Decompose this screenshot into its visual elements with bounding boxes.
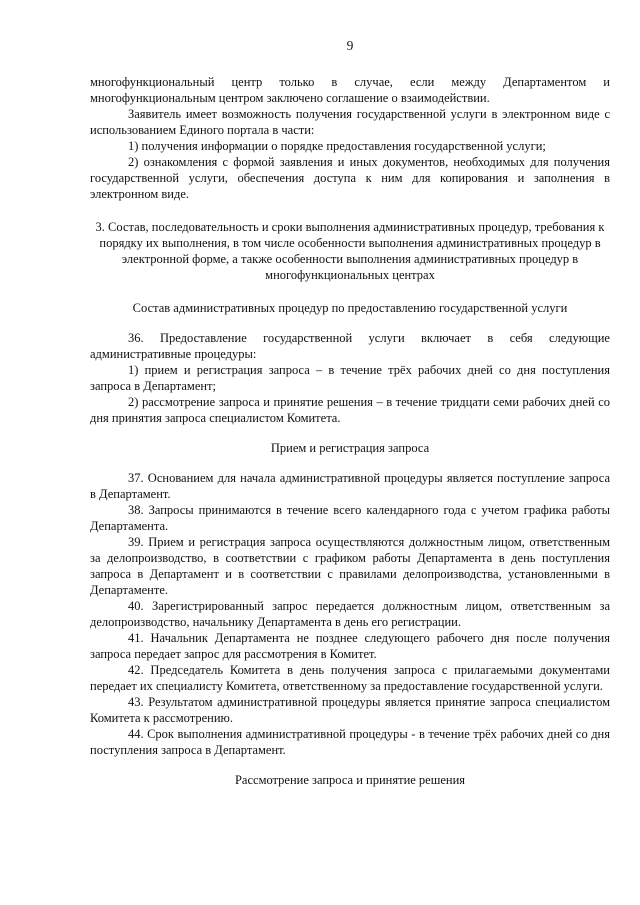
clause-list-item: 1) прием и регистрация запроса – в течение трёх рабочих дней со дня поступления запроса в Департамент; (90, 363, 610, 393)
intro-list-item: 2) ознакомления с формой заявления и иных документов, необходимых для получения государственной услуги, обеспечения доступа к ним для копирования и заполнения в электронном виде. (90, 155, 610, 201)
clause-paragraph: 44. Срок выполнения административной процедуры - в течение трёх рабочих дней со дня поступления запроса в Департамент. (90, 727, 610, 757)
intro-list-item: 1) получения информации о порядке предоставления государственной услуги; (128, 139, 546, 153)
document-page (90, 38, 610, 788)
clause-paragraph: 39. Прием и регистрация запроса осуществляются должностным лицом, ответственным за делопроизводство, в соответствии с графиком работы Департамента в день поступления запроса в Департамент и в соответствии с правилами делопроизводства, установленными в Департаменте. (90, 535, 610, 597)
clause-paragraph: 41. Начальник Департамента не позднее следующего рабочего дня после получения запроса передает запрос для рассмотрения в Комитет. (90, 631, 610, 661)
clause-paragraph: 36. Предоставление государственной услуги включает в себя следующие административные процедуры: (90, 331, 610, 361)
spacer (90, 202, 610, 219)
section-heading: 3. Состав, последовательность и сроки выполнения административных процедур, требования к порядку их выполнения, в том числе особенности выполнения административных процедур в электронной форме, а также особенности выполнения административных процедур в многофункциональных центрах (95, 220, 605, 282)
spacer (90, 456, 610, 470)
intro-paragraph: Заявитель имеет возможность получения государственной услуги в электронном виде с использованием Единого портала в части: (90, 107, 610, 137)
subsection-heading: Рассмотрение запроса и принятие решения (234, 773, 466, 787)
spacer (90, 283, 610, 300)
page-number: 9 (346, 38, 354, 53)
clause-paragraph: 42. Председатель Комитета в день получения запроса с прилагаемыми документами передает их специалисту Комитета, ответственному за предоставление государственной услуги. (90, 663, 610, 693)
spacer (90, 758, 610, 772)
clause-paragraph: 37. Основанием для начала административной процедуры является поступление запроса в Департамент. (90, 471, 610, 501)
clause-paragraph: 43. Результатом административной процедуры является принятие запроса специалистом Комитета к рассмотрению. (90, 695, 610, 725)
clause-list-item: 2) рассмотрение запроса и принятие решения – в течение тридцати семи рабочих дней со дня принятия запроса специалистом Комитета. (90, 395, 610, 425)
intro-paragraph: многофункциональный центр только в случае, если между Департаментом и многофункциональным центром заключено соглашение о взаимодействии. (90, 75, 610, 105)
spacer (90, 426, 610, 440)
spacer (90, 316, 610, 330)
subsection-heading: Состав административных процедур по предоставлению государственной услуги (132, 301, 568, 315)
subsection-heading: Прием и регистрация запроса (270, 441, 430, 455)
clause-paragraph: 40. Зарегистрированный запрос передается должностным лицом, ответственным за делопроизводство, начальнику Департамента в день его регистрации. (90, 599, 610, 629)
clause-paragraph: 38. Запросы принимаются в течение всего календарного года с учетом графика работы Департамента. (90, 503, 610, 533)
